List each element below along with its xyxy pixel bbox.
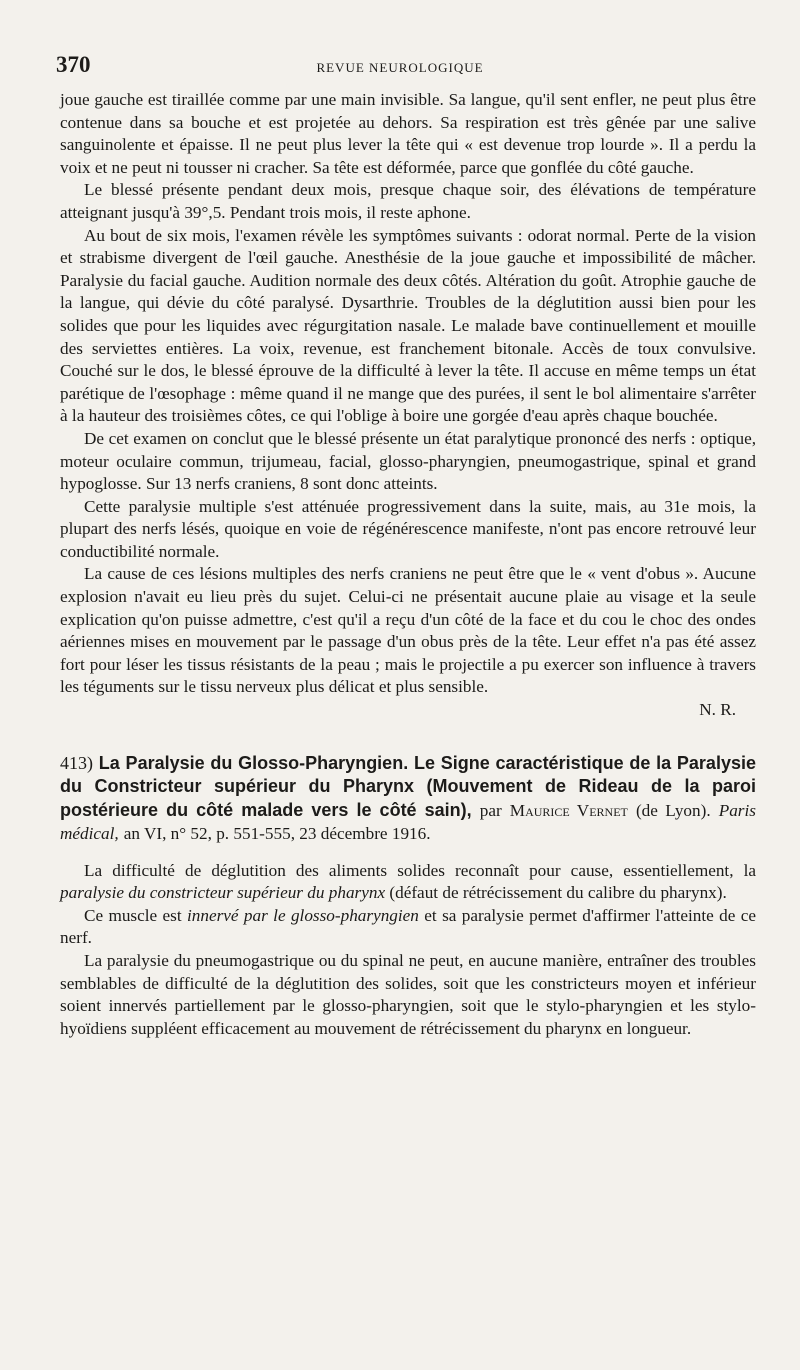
reference-by: par [479, 800, 502, 820]
reference-entry [60, 752, 756, 1041]
running-head: REVUE NEUROLOGIQUE [316, 60, 484, 75]
reference-author: Maurice Vernet [509, 800, 628, 820]
summary-text: Ce muscle est [84, 905, 182, 925]
paragraph: Le blessé présente pendant deux mois, presque chaque soir, des élévations de température atteignant jusqu'à 39°,5. Pendant trois mois, il reste aphone. [60, 180, 756, 222]
reference-journal: Paris médical, [60, 800, 756, 844]
summary-paragraph: La paralysie du pneumogastrique ou du spinal ne peut, en aucune manière, entraîner des troubles semblables de difficulté de la déglutition des solides, soit que les constricteurs moyen et inférieur soient innervés partiellement par le glosso-pharyngien, soit que le stylo-pharyngien et les stylo-hyoïdiens suppléent efficacement au mouvement de rétrécissement du pharynx en longueur. [60, 951, 756, 1038]
page-header [56, 52, 744, 82]
summary-emphasis: paralysie du constricteur supérieur du pharynx [60, 883, 386, 903]
reference-origin: (de Lyon). [635, 800, 711, 820]
page-body [60, 89, 756, 1040]
reference-details: an VI, n° 52, p. 551-555, 23 décembre 1916. [123, 824, 431, 844]
summary-paragraph [60, 860, 756, 905]
paragraph: Au bout de six mois, l'examen révèle les symptômes suivants : odorat normal. Perte de la vision et strabisme divergent de l'œil gauche. Anesthésie de la joue gauche et impossibilité de mâcher. Paralysie du facial gauche. Audition normale des deux côtés. Altération du goût. Atrophie gauche de la langue, qui dévie du côté paralysé. Dysarthrie. Troubles de la déglutition aussi bien pour les solides que pour les liquides avec régurgitation nasale. Le malade bave continuellement et mouille des serviettes entières. La voix, revenue, est franchement bitonale. Accès de toux convulsive. Couché sur le dos, le blessé éprouve de la difficulté à lever la tête. Il accuse en même temps un état parétique de l'œsophage : même quand il ne mange que des purées, il sent le bol alimentaire s'arrêter à la hauteur des troisièmes côtes, ce qui l'oblige à boire une gorgée d'eau après chaque bouchée. [60, 225, 756, 426]
summary-text: La difficulté de déglutition des aliments solides reconnaît pour cause, essentiellement, la [84, 860, 756, 880]
summary-text: et sa paralysie permet d'affirmer l'atteinte de ce nerf. [60, 905, 757, 948]
summary-paragraph [60, 905, 756, 950]
paragraph: Cette paralysie multiple s'est atténuée progressivement dans la suite, mais, au 31e mois, la plupart des nerfs lésés, quoique en voie de régénérescence manifeste, n'ont pas encore retrouvé leur conductibilité normale. [60, 496, 756, 561]
page-number: 370 [56, 52, 91, 77]
reference-heading [60, 752, 756, 846]
summary-text: (défaut de rétrécissement du calibre du pharynx). [389, 883, 727, 903]
paragraph: joue gauche est tiraillée comme par une main invisible. Sa langue, qu'il sent enfler, ne peut plus être contenue dans sa bouche et est projetée au dehors. Sa respiration est très gênée par une salive sanguinolente et épaisse. Il ne peut plus lever la tête qui « est devenue trop lourde ». Il a perdu la voix et ne peut ni tousser ni cracher. Sa tête est déformée, parce que gonflée du côté gauche. [60, 90, 756, 177]
summary-emphasis: innervé par le glosso-pharyngien [187, 905, 419, 925]
paragraph: De cet examen on conclut que le blessé présente un état paralytique prononcé des nerfs : optique, moteur oculaire commun, trijumeau, facial, glosso-pharyngien, pneumogastrique, spinal et grand hypoglosse. Sur 13 nerfs craniens, 8 sont donc atteints. [60, 428, 756, 494]
reference-number: 413) [60, 752, 93, 773]
paragraph: La cause de ces lésions multiples des nerfs craniens ne peut être que le « vent d'obus ». Aucune explosion n'avait eu lieu près du sujet. Celui-ci ne présentait aucune plaie au visage et la seule explication qu'on puisse admettre, c'est qu'il a reçu d'un côté de la face et du cou le choc des ondes aériennes mises en mouvement par le passage d'un obus près de la tête. Leur effet n'a pas été assez fort pour léser les tissus résistants de la peau ; mais le projectile a pu exercer son influence à travers les téguments sur le tissu nerveux plus délicat et plus sensible. [60, 564, 756, 697]
reference-title: La Paralysie du Glosso-Pharyngien. Le Signe caractéristique de la Paralysie du Constricteur supérieur du Pharynx (Mouvement de Rideau de la paroi postérieure du côté malade vers le côté sain), [60, 752, 756, 820]
author-signature: N. R. [699, 700, 736, 720]
